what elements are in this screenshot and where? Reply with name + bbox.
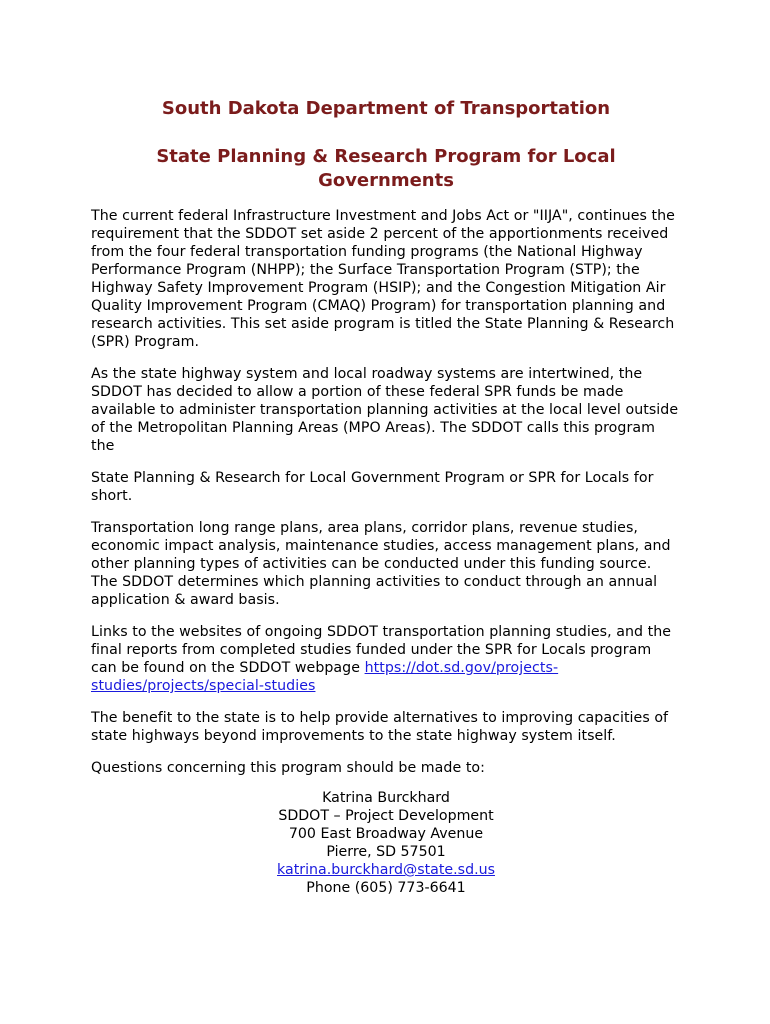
- paragraph-questions: Questions concerning this program should be made to:: [91, 760, 485, 776]
- paragraph-links-text: Links to the websites of ongoing SDDOT transportation planning studies, and the final reports from completed studies funded under the SPR for Locals program can be found on the SDDOT webpage: [91, 624, 672, 676]
- contact-city: Pierre, SD 57501: [326, 844, 446, 860]
- contact-phone: Phone (605) 773-6641: [306, 880, 466, 896]
- document-page: [91, 97, 681, 897]
- paragraph-benefit: The benefit to the state is to help provide alternatives to improving capacities of state highways beyond improvements to the state highway system itself.: [91, 710, 669, 744]
- contact-block: [91, 789, 681, 897]
- paragraph-local-roadways: As the state highway system and local roadway systems are intertwined, the SDDOT has decided to allow a portion of these federal SPR funds be made available to administer transportation planning activities at the local level outside of the Metropolitan Planning Areas (MPO Areas). The SDDOT calls this program the: [91, 366, 679, 454]
- contact-department: SDDOT – Project Development: [278, 808, 494, 824]
- paragraph-program-name: State Planning & Research for Local Government Program or SPR for Locals for short.: [91, 470, 654, 504]
- paragraph-iija: The current federal Infrastructure Investment and Jobs Act or "IIJA", continues the requirement that the SDDOT set aside 2 percent of the apportionments received from the four federal transportation funding programs (the National Highway Performance Program (NHPP); the Surface Transportation Program (STP); the Highway Safety Improvement Program (HSIP); and the Congestion Mitigation Air Quality Improvement Program (CMAQ) Program) for transportation planning and research activities. This set aside program is titled the State Planning & Research (SPR) Program.: [91, 208, 675, 350]
- document-subheading: State Planning & Research Program for Local Governments: [156, 146, 616, 191]
- contact-email-link[interactable]: katrina.burckhard@state.sd.us: [277, 862, 495, 878]
- document-heading: South Dakota Department of Transportation: [161, 98, 611, 119]
- paragraph-planning-activities: Transportation long range plans, area plans, corridor plans, revenue studies, economic impact analysis, maintenance studies, access management plans, and other planning types of activities can be conducted under this funding source. The SDDOT determines which planning activities to conduct through an annual application & award basis.: [91, 520, 671, 608]
- special-studies-link[interactable]: https://dot.sd.gov/projects-studies/projects/special-studies: [91, 660, 559, 694]
- paragraph-links: [91, 623, 681, 695]
- contact-name: Katrina Burckhard: [322, 790, 450, 806]
- contact-street: 700 East Broadway Avenue: [288, 826, 484, 842]
